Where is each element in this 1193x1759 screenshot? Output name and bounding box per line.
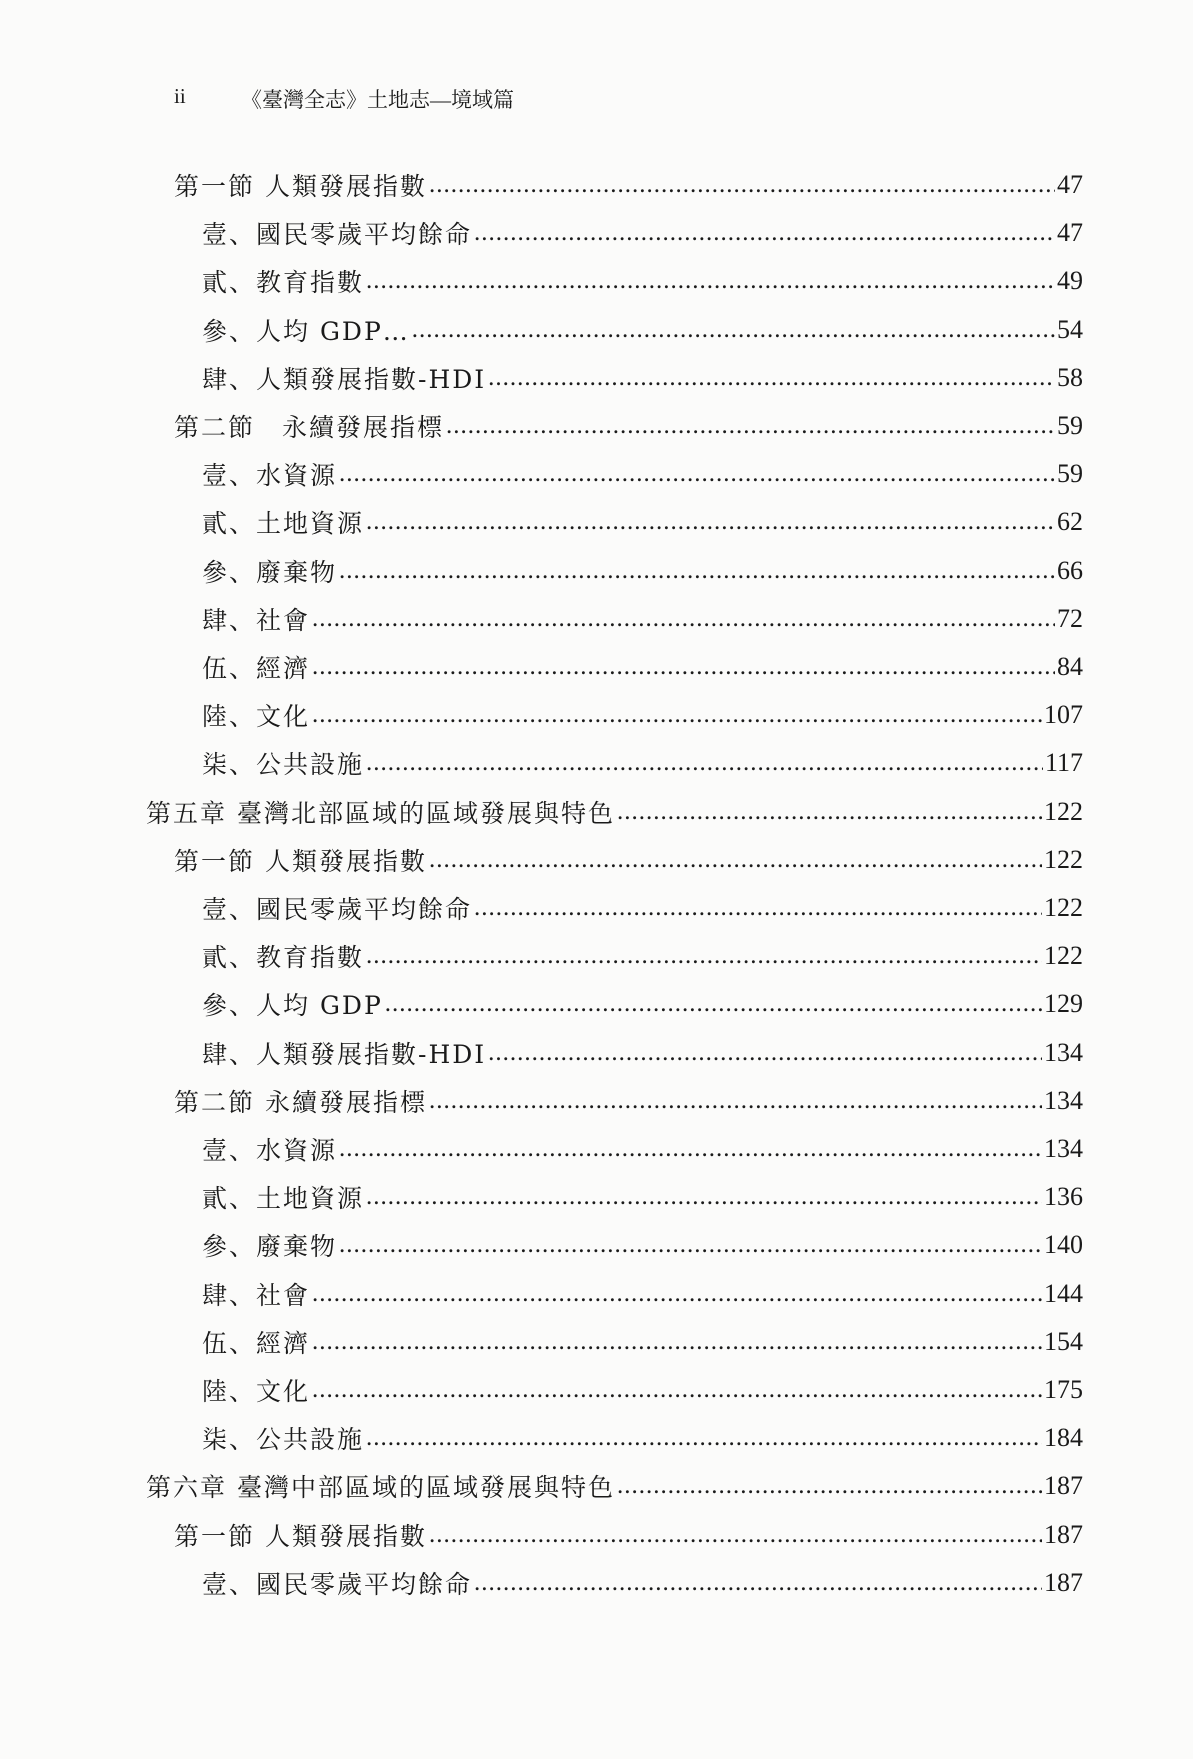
toc-entry[interactable]	[202, 1029, 1083, 1077]
leader-dots	[429, 1087, 1042, 1115]
toc-entry[interactable]	[202, 306, 1083, 354]
toc-entry[interactable]	[202, 1270, 1083, 1318]
toc-entry-label: 參、人均 GDP	[202, 991, 383, 1021]
toc-entry[interactable]	[202, 1173, 1083, 1221]
toc-entry-page: 59	[1057, 411, 1083, 440]
toc-entry-label: 壹、國民零歲平均餘命	[202, 1569, 473, 1599]
leader-dots	[312, 701, 1042, 729]
toc-entry-label: 肆、人類發展指數-HDI	[202, 364, 487, 394]
toc-entry[interactable]	[202, 209, 1083, 257]
toc-entry[interactable]	[202, 1366, 1083, 1414]
toc-entry-label: 貳、教育指數	[202, 268, 365, 298]
toc-entry-page: 122	[1044, 893, 1083, 922]
toc-entry-page: 72	[1057, 603, 1083, 633]
toc-entry[interactable]	[174, 161, 1083, 209]
toc-entry-page: 187	[1044, 1519, 1083, 1549]
toc-entry[interactable]	[202, 884, 1083, 932]
leader-dots	[429, 171, 1055, 199]
toc-entry-page: 154	[1044, 1326, 1083, 1356]
leader-dots	[488, 364, 1055, 392]
toc-entry-label: 第六章 臺灣中部區域的區域發展與特色	[146, 1473, 615, 1503]
toc-entry-label: 伍、經濟	[202, 654, 311, 683]
toc-entry-page: 47	[1057, 170, 1083, 199]
leader-dots	[366, 267, 1055, 295]
toc-entry-page: 129	[1044, 989, 1083, 1019]
toc-entry[interactable]	[174, 836, 1083, 884]
toc-entry-label: 伍、經濟	[202, 1328, 311, 1358]
toc-entry-label: 壹、水資源	[202, 461, 338, 491]
leader-dots	[339, 1231, 1042, 1259]
leader-dots	[366, 749, 1043, 777]
toc-entry-label: 貳、土地資源	[202, 1184, 365, 1214]
toc-entry-label: 第一節 人類發展指數	[174, 1521, 427, 1551]
leader-dots	[312, 1328, 1042, 1356]
toc-entry-page: 84	[1057, 652, 1083, 681]
toc-entry-label: 第二節 永續發展指標	[174, 413, 445, 442]
toc-entry-page: 117	[1044, 748, 1083, 778]
toc-entry[interactable]	[202, 1125, 1083, 1173]
toc-entry[interactable]	[174, 1511, 1083, 1559]
toc-entry-page: 122	[1044, 844, 1083, 874]
toc-entry[interactable]	[202, 1559, 1083, 1607]
toc-entry-label: 參、廢棄物	[202, 557, 338, 587]
toc-entry-page: 140	[1044, 1230, 1083, 1260]
toc-entry[interactable]	[202, 595, 1083, 643]
leader-dots	[312, 605, 1055, 633]
toc-entry[interactable]	[202, 1221, 1083, 1269]
toc-entry-label: 肆、社會	[202, 1280, 311, 1310]
toc-entry-label: 壹、國民零歲平均餘命	[202, 220, 473, 250]
toc-entry-label: 第一節 人類發展指數	[174, 172, 427, 201]
toc-entry-label: 陸、文化	[202, 1377, 311, 1406]
toc-entry-page: 58	[1057, 362, 1083, 392]
leader-dots	[412, 316, 1055, 344]
toc-entry-page: 49	[1057, 266, 1083, 296]
toc-entry-label: 肆、人類發展指數-HDI	[202, 1039, 487, 1069]
toc-entry-label: 陸、文化	[202, 702, 311, 732]
toc-entry-label: 壹、國民零歲平均餘命	[202, 895, 473, 924]
toc-entry[interactable]	[202, 643, 1083, 691]
toc-entry[interactable]	[202, 932, 1083, 980]
toc-entry-label: 壹、水資源	[202, 1136, 338, 1165]
toc-entry-label: 第五章 臺灣北部區域的區域發展與特色	[146, 798, 615, 828]
toc-entry[interactable]	[202, 354, 1083, 402]
toc-entry-label: 貳、教育指數	[202, 943, 365, 973]
toc-entry[interactable]	[202, 691, 1083, 739]
toc-entry[interactable]	[174, 402, 1083, 450]
toc-entry-page: 54	[1057, 314, 1083, 344]
toc-entry-label: 貳、土地資源	[202, 509, 365, 539]
book-title: 《臺灣全志》土地志—境域篇	[241, 88, 514, 112]
toc-entry-page: 134	[1044, 1134, 1083, 1163]
toc-entry-label: 參、廢棄物	[202, 1232, 338, 1262]
leader-dots	[488, 1039, 1042, 1067]
toc-entry-page: 144	[1044, 1278, 1083, 1308]
toc-entry-label: 柒、公共設施	[202, 750, 365, 780]
toc-entry-label: 柒、公共設施	[202, 1425, 365, 1455]
leader-dots	[366, 1424, 1042, 1452]
page-number: ii	[174, 84, 186, 108]
toc-entry[interactable]	[202, 1414, 1083, 1462]
toc-entry-page: 47	[1057, 218, 1083, 248]
leader-dots	[474, 219, 1055, 247]
toc-entry-page: 66	[1057, 555, 1083, 585]
toc-entry-page: 122	[1044, 796, 1083, 826]
toc-entry-page: 122	[1044, 941, 1083, 971]
toc-entry-page: 107	[1044, 700, 1083, 730]
leader-dots	[339, 1135, 1042, 1163]
leader-dots	[366, 942, 1042, 970]
leader-dots	[312, 1376, 1042, 1404]
leader-dots	[474, 894, 1042, 922]
toc-entry[interactable]	[202, 498, 1083, 546]
leader-dots	[617, 1472, 1042, 1500]
toc-entry[interactable]	[202, 980, 1083, 1028]
toc-entry-label: 參、人均 GDP…	[202, 316, 410, 346]
toc-entry-page: 134	[1044, 1037, 1083, 1067]
toc-entry-page: 59	[1057, 459, 1083, 489]
leader-dots	[366, 508, 1055, 536]
leader-dots	[312, 1280, 1042, 1308]
toc-entry[interactable]	[146, 788, 1083, 836]
toc-entry[interactable]	[202, 450, 1083, 498]
toc-entry-label: 肆、社會	[202, 605, 311, 635]
leader-dots	[366, 1183, 1042, 1211]
leader-dots	[385, 990, 1042, 1018]
toc-entry[interactable]	[202, 257, 1083, 305]
leader-dots	[474, 1569, 1042, 1597]
leader-dots	[446, 412, 1055, 440]
toc-entry[interactable]	[202, 739, 1083, 787]
leader-dots	[617, 798, 1042, 826]
toc-entry-page: 187	[1044, 1471, 1083, 1501]
toc-entry[interactable]	[202, 547, 1083, 595]
toc-entry[interactable]	[174, 1077, 1083, 1125]
leader-dots	[339, 460, 1055, 488]
toc-entry-label: 第二節 永續發展指標	[174, 1087, 427, 1117]
toc-entry-label: 第一節 人類發展指數	[174, 846, 427, 876]
toc-entry[interactable]	[146, 1462, 1083, 1510]
toc-entry-page: 187	[1044, 1567, 1083, 1597]
leader-dots	[429, 1521, 1042, 1549]
toc-entry-page: 184	[1044, 1423, 1083, 1453]
toc-entry-page: 134	[1044, 1085, 1083, 1115]
toc-entry-page: 62	[1057, 507, 1083, 537]
toc-entry-page: 175	[1044, 1375, 1083, 1404]
leader-dots	[339, 557, 1055, 585]
leader-dots	[312, 653, 1055, 681]
toc-entry-page: 136	[1044, 1182, 1083, 1212]
toc-entry[interactable]	[202, 1318, 1083, 1366]
leader-dots	[429, 846, 1042, 874]
